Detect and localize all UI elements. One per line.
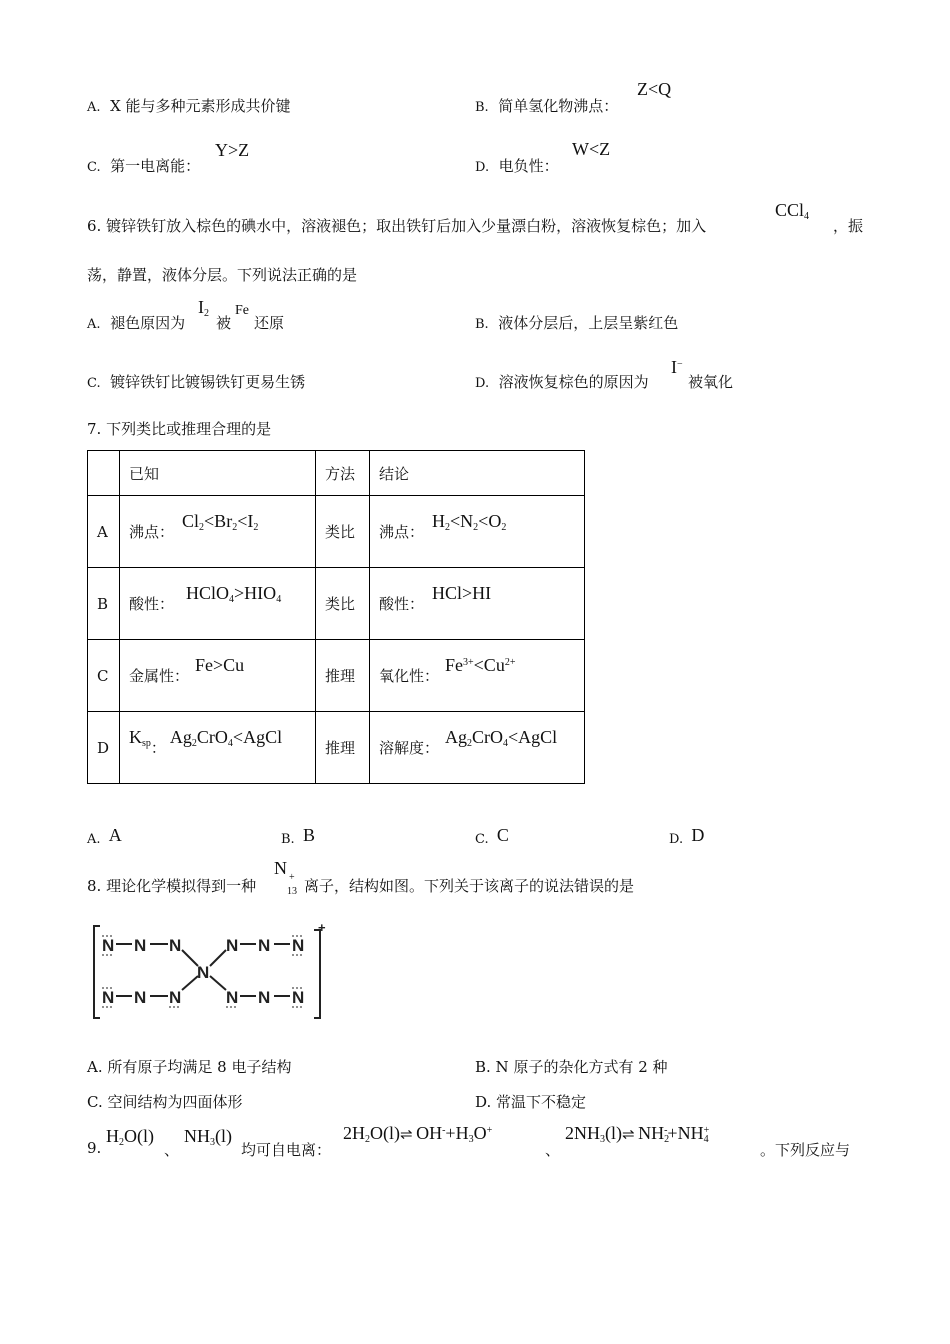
q5-option-b: B. 简单氢化物沸点： (475, 97, 619, 115)
row-label: B (88, 568, 120, 640)
n13-structure-diagram (92, 920, 332, 1025)
svg-text:N: N (134, 936, 147, 955)
method-cell: 推理 (316, 640, 370, 712)
q8-option-d: D. 常温下不稳定 (475, 1093, 587, 1111)
known-cell: $K_{sp}$：$Ag_2CrO_4<AgCl$ (120, 712, 316, 784)
q7-option-c: C. C (475, 825, 509, 847)
conclusion-cell: 溶解度：$Ag_2CrO_4<AgCl$ (370, 712, 585, 784)
q6-stem-line1-end: ，振 (833, 217, 864, 235)
q6-option-a-end: 还原 (254, 314, 285, 332)
q6-option-d-iodide: I− (671, 357, 683, 377)
q7-table (87, 450, 585, 784)
q6-option-d: D. 溶液恢复棕色的原因为 (475, 373, 649, 391)
row-label: D (88, 712, 120, 784)
conclusion-cell: 氧化性：$Fe^{3+}<Cu^{2+}$ (370, 640, 585, 712)
svg-text:N: N (134, 988, 147, 1007)
q8-option-b: B. N 原子的杂化方式有 2 种 (475, 1058, 668, 1076)
q6-ccl4-formula: CCl$_4$ (775, 200, 810, 222)
q6-option-b: B. 液体分层后，上层呈紫红色 (475, 314, 679, 332)
q9-water-equation: $2H_2O(l)\rightleftharpoons$ $OH^-+H_3O^+$ (343, 1123, 493, 1145)
row-label: C (88, 640, 120, 712)
q9-ammonia-equation: $2NH_3(l)\rightleftharpoons$ $NH_2^-+NH_4^+$ (565, 1123, 710, 1145)
known-cell: 酸性：$HClO_4>HIO_4$ (120, 568, 316, 640)
svg-text:N: N (226, 988, 239, 1007)
q5-option-d-formula: W<Z (572, 139, 611, 159)
q8-option-c: C. 空间结构为四面体形 (87, 1093, 243, 1111)
svg-text:N: N (102, 988, 115, 1007)
svg-text:N: N (258, 988, 271, 1007)
q8-stem-end: 离子，结构如图。下列关于该离子的说法错误的是 (304, 877, 635, 895)
svg-text:N: N (258, 936, 271, 955)
method-cell: 类比 (316, 496, 370, 568)
table-row (88, 640, 585, 712)
q7-stem: 7. 下列类比或推理合理的是 (87, 420, 272, 438)
conclusion-cell: 酸性：HCl>HI (370, 568, 585, 640)
q5-option-d: D. 电负性： (475, 157, 559, 175)
q5-option-c: C. 第一电离能： (87, 157, 201, 175)
header-cell-empty (88, 451, 120, 496)
q6-stem-line1: 6. 镀锌铁钉放入棕色的碘水中，溶液褪色；取出铁钉后加入少量漂白粉，溶液恢复棕色；加入 (87, 217, 707, 235)
method-cell: 推理 (316, 712, 370, 784)
known-cell: 沸点：$Cl_2<Br_2<I_2$ (120, 496, 316, 568)
q9-end: 。下列反应与 (760, 1141, 851, 1159)
header-cell-method: 方法 (316, 451, 370, 496)
conclusion-cell: 沸点：$H_2<N_2<O_2$ (370, 496, 585, 568)
q5-option-b-formula: Z<Q (637, 79, 672, 99)
q9-sep2: 、 (545, 1141, 561, 1159)
svg-text:N: N (226, 936, 239, 955)
q6-option-c: C. 镀锌铁钉比镀锡铁钉更易生锈 (87, 373, 306, 391)
svg-text:N: N (102, 936, 115, 955)
q8-stem-start: 8. 理论化学模拟得到一种 (87, 877, 257, 895)
header-cell-conclusion: 结论 (370, 451, 585, 496)
q6-option-a-fe: Fe (235, 303, 249, 318)
known-cell: 金属性：Fe>Cu (120, 640, 316, 712)
svg-text:N: N (292, 988, 305, 1007)
q7-option-d: D. D (669, 825, 705, 847)
q6-option-d-end: 被氧化 (688, 373, 734, 391)
q8-n13-formula: N + 13 (274, 858, 297, 897)
q8-option-a: A. 所有原子均满足 8 电子结构 (87, 1058, 292, 1076)
table-row (88, 712, 585, 784)
q9-mid: 均可自电离： (241, 1141, 332, 1159)
table-row (88, 496, 585, 568)
table-row (88, 568, 585, 640)
row-label: A (88, 496, 120, 568)
q5-option-c-formula: Y>Z (215, 140, 250, 160)
svg-text:+: + (318, 920, 326, 935)
q7-option-b: B. B (281, 825, 315, 847)
q9-h2o: $H_2O(l)$ (106, 1126, 154, 1148)
q6-option-a-by: 被 (216, 314, 232, 332)
q6-stem-line2: 荡，静置，液体分层。下列说法正确的是 (87, 266, 358, 284)
q6-option-a: A. 褪色原因为 (87, 314, 186, 332)
q9-nh3: $NH_3(l)$ (184, 1126, 232, 1148)
q7-option-a: A. A (87, 825, 122, 847)
table-header-row (88, 451, 585, 496)
svg-text:N: N (169, 988, 182, 1007)
q5-option-a: A. X 能与多种元素形成共价键 (87, 97, 291, 115)
svg-text:N: N (197, 963, 210, 982)
method-cell: 类比 (316, 568, 370, 640)
q9-number: 9. (87, 1139, 102, 1157)
q6-option-a-i2: $I_2$ (198, 297, 209, 319)
svg-text:N: N (292, 936, 305, 955)
header-cell-known: 已知 (120, 451, 316, 496)
q9-sep1: 、 (164, 1141, 180, 1159)
svg-text:N: N (169, 936, 182, 955)
